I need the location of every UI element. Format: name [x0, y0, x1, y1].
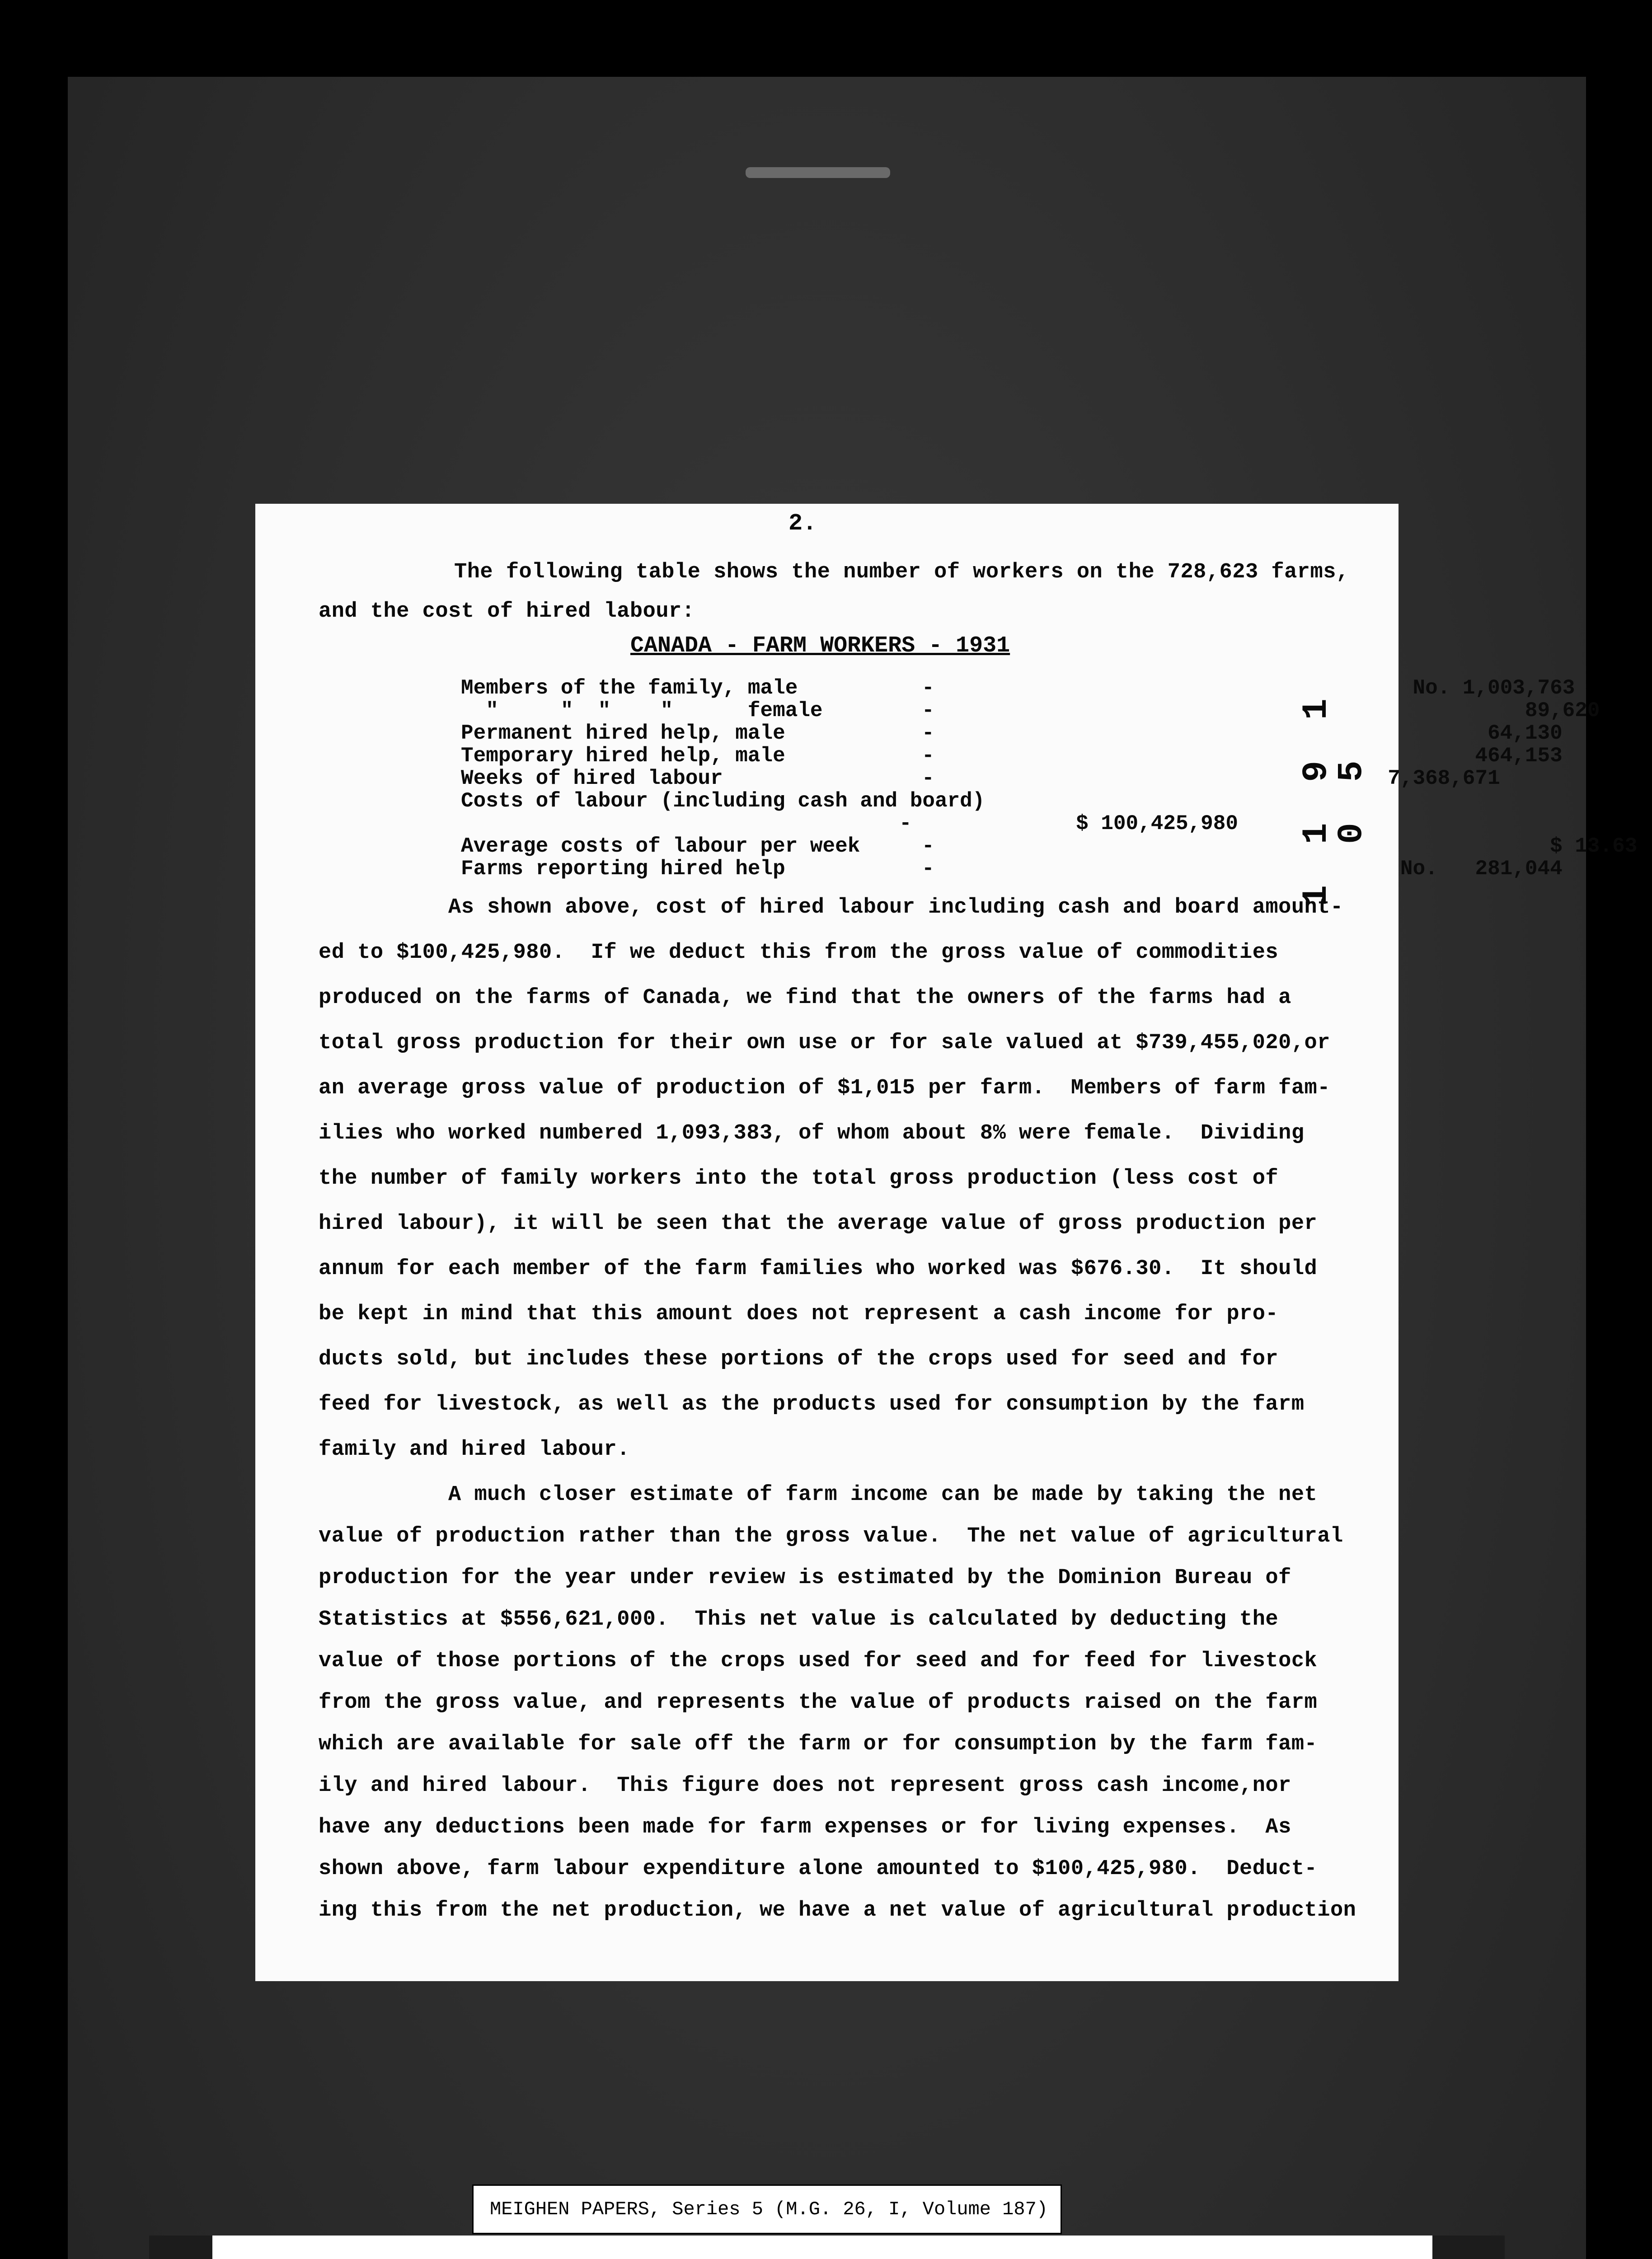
para1-line: be kept in mind that this amount does not represent a cash income for pro-: [319, 1302, 1279, 1326]
para1-line: produced on the farms of Canada, we find that the owners of the farms had a: [319, 986, 1291, 1010]
para2-line: ily and hired labour. This figure does not represent gross cash income,nor: [319, 1774, 1291, 1798]
table-title: CANADA - FARM WORKERS - 1931: [630, 633, 1010, 659]
para2-line: have any deductions been made for farm expenses or for living expenses. As: [319, 1815, 1291, 1839]
table-row: Costs of labour (including cash and board): [461, 789, 985, 813]
para1-line: total gross production for their own use or for sale valued at $739,455,020,or: [319, 1031, 1330, 1055]
para1-line: ducts sold, but includes these portions of the crops used for seed and for: [319, 1347, 1279, 1371]
table-row: Farms reporting hired help - No. 281,044: [461, 857, 1563, 881]
para2-line: which are available for sale off the farm or for consumption by the farm fam-: [319, 1732, 1318, 1756]
para1-line: family and hired labour.: [319, 1438, 630, 1462]
para2-line: shown above, farm labour expenditure alone amounted to $100,425,980. Deduct-: [319, 1857, 1318, 1881]
table-row: Average costs of labour per week - $ 13.63: [461, 834, 1638, 858]
archive-reference-strip: MEIGHEN PAPERS, Series 5 (M.G. 26, I, Volume 187): [472, 2184, 1062, 2234]
para1-line: an average gross value of production of $1,015 per farm. Members of farm fam-: [319, 1076, 1330, 1100]
para2-line: value of production rather than the gross value. The net value of agricultural: [319, 1524, 1343, 1548]
typewritten-page: 2. The following table shows the number of workers on the 728,623 farms, and the cost of hired labour: CANADA - FARM WORKERS - 1931 Members of the family, male - No. 1,003,763 " " " " female - 89,620 Permanent hired help, male - 64,130 Temporary hired help, male - 464,153 Weeks of hired labour - 7,368,671 Costs of labour (including cash and board) - $ 100,425,980 Average costs of labour per week - $ 13.63 Farms reporting hired help - No. 281,044 1 1 9 1 0 5 As shown above, cost of hired labour including cash and board amount- ed to $100,425,980. If we deduct this from the gross value of commodities produced on the farms of Canada, we find that the owners of the farms had a total gross production for their own use or for sale valued at $739,455,020,or an average gross value of production of $1,015 per farm. Members of farm fam- ilies who worked numbered 1,093,383, of whom about 8% were female. Dividing the number of family workers into the total gross production (less cost of hired labour), it will be seen that the average value of gross production per annum for each member of the farm families who worked was $676.30. It should be kept in mind that this amount does not represent a cash income for pro- ducts sold, but includes these portions of the crops used for seed and for feed for livestock, as well as the products used for consumption by the farm family and hired labour. A much closer estimate of farm income can be made by taking the net value of production rather than the gross value. The net value of agricultural production for the year under review is estimated by the Dominion Bureau of Statistics at $556,621,000. This net value is calculated by deducting the value of those portions of the crops used for seed and for feed for livestock from the gross value, and represents the value of products raised on the farm which are available for sale off the farm or for consumption by the farm fam- ily and hired labour. This figure does not represent gross cash income,nor have any deductions been made for farm expenses or for living expenses. As shown above, farm labour expenditure alone amounted to $100,425,980. Deduct- ing this from the net production, we have a net value of agricultural production: [255, 504, 1399, 1981]
para1-line: ilies who worked numbered 1,093,383, of whom about 8% were female. Dividing: [319, 1121, 1305, 1145]
para2-line: ing this from the net production, we have a net value of agricultural production: [319, 1898, 1356, 1922]
para1-line: the number of family workers into the total gross production (less cost of: [319, 1167, 1279, 1190]
table-row: Permanent hired help, male - 64,130: [461, 722, 1563, 745]
para2-line: A much closer estimate of farm income can be made by taking the net: [319, 1483, 1318, 1507]
para2-line: value of those portions of the crops used for seed and for feed for livestock: [319, 1649, 1318, 1673]
para2-line: production for the year under review is estimated by the Dominion Bureau of: [319, 1566, 1291, 1590]
table-row: Weeks of hired labour - 7,368,671: [461, 767, 1500, 790]
clip-mark: [746, 167, 890, 178]
para1-line: As shown above, cost of hired labour including cash and board amount-: [319, 895, 1343, 919]
archive-card: [212, 2236, 1432, 2259]
table-row: Temporary hired help, male - 464,153: [461, 744, 1563, 768]
intro-line-1: The following table shows the number of workers on the 728,623 farms,: [454, 560, 1349, 584]
para1-line: hired labour), it will be seen that the average value of gross production per: [319, 1212, 1318, 1236]
intro-line-2: and the cost of hired labour:: [319, 600, 695, 623]
margin-stamp-number: 1 1 9 1 0 5: [1297, 689, 1372, 906]
para1-line: ed to $100,425,980. If we deduct this from the gross value of commodities: [319, 941, 1279, 965]
page-number: 2.: [788, 510, 817, 537]
table-row: Members of the family, male - No. 1,003,763: [461, 676, 1575, 700]
para2-line: from the gross value, and represents the value of products raised on the farm: [319, 1691, 1318, 1715]
table-row: " " " " female - 89,620: [461, 699, 1600, 722]
para1-line: annum for each member of the farm families who worked was $676.30. It should: [319, 1257, 1318, 1281]
para2-line: Statistics at $556,621,000. This net value is calculated by deducting the: [319, 1608, 1279, 1631]
para1-line: feed for livestock, as well as the products used for consumption by the farm: [319, 1392, 1305, 1416]
